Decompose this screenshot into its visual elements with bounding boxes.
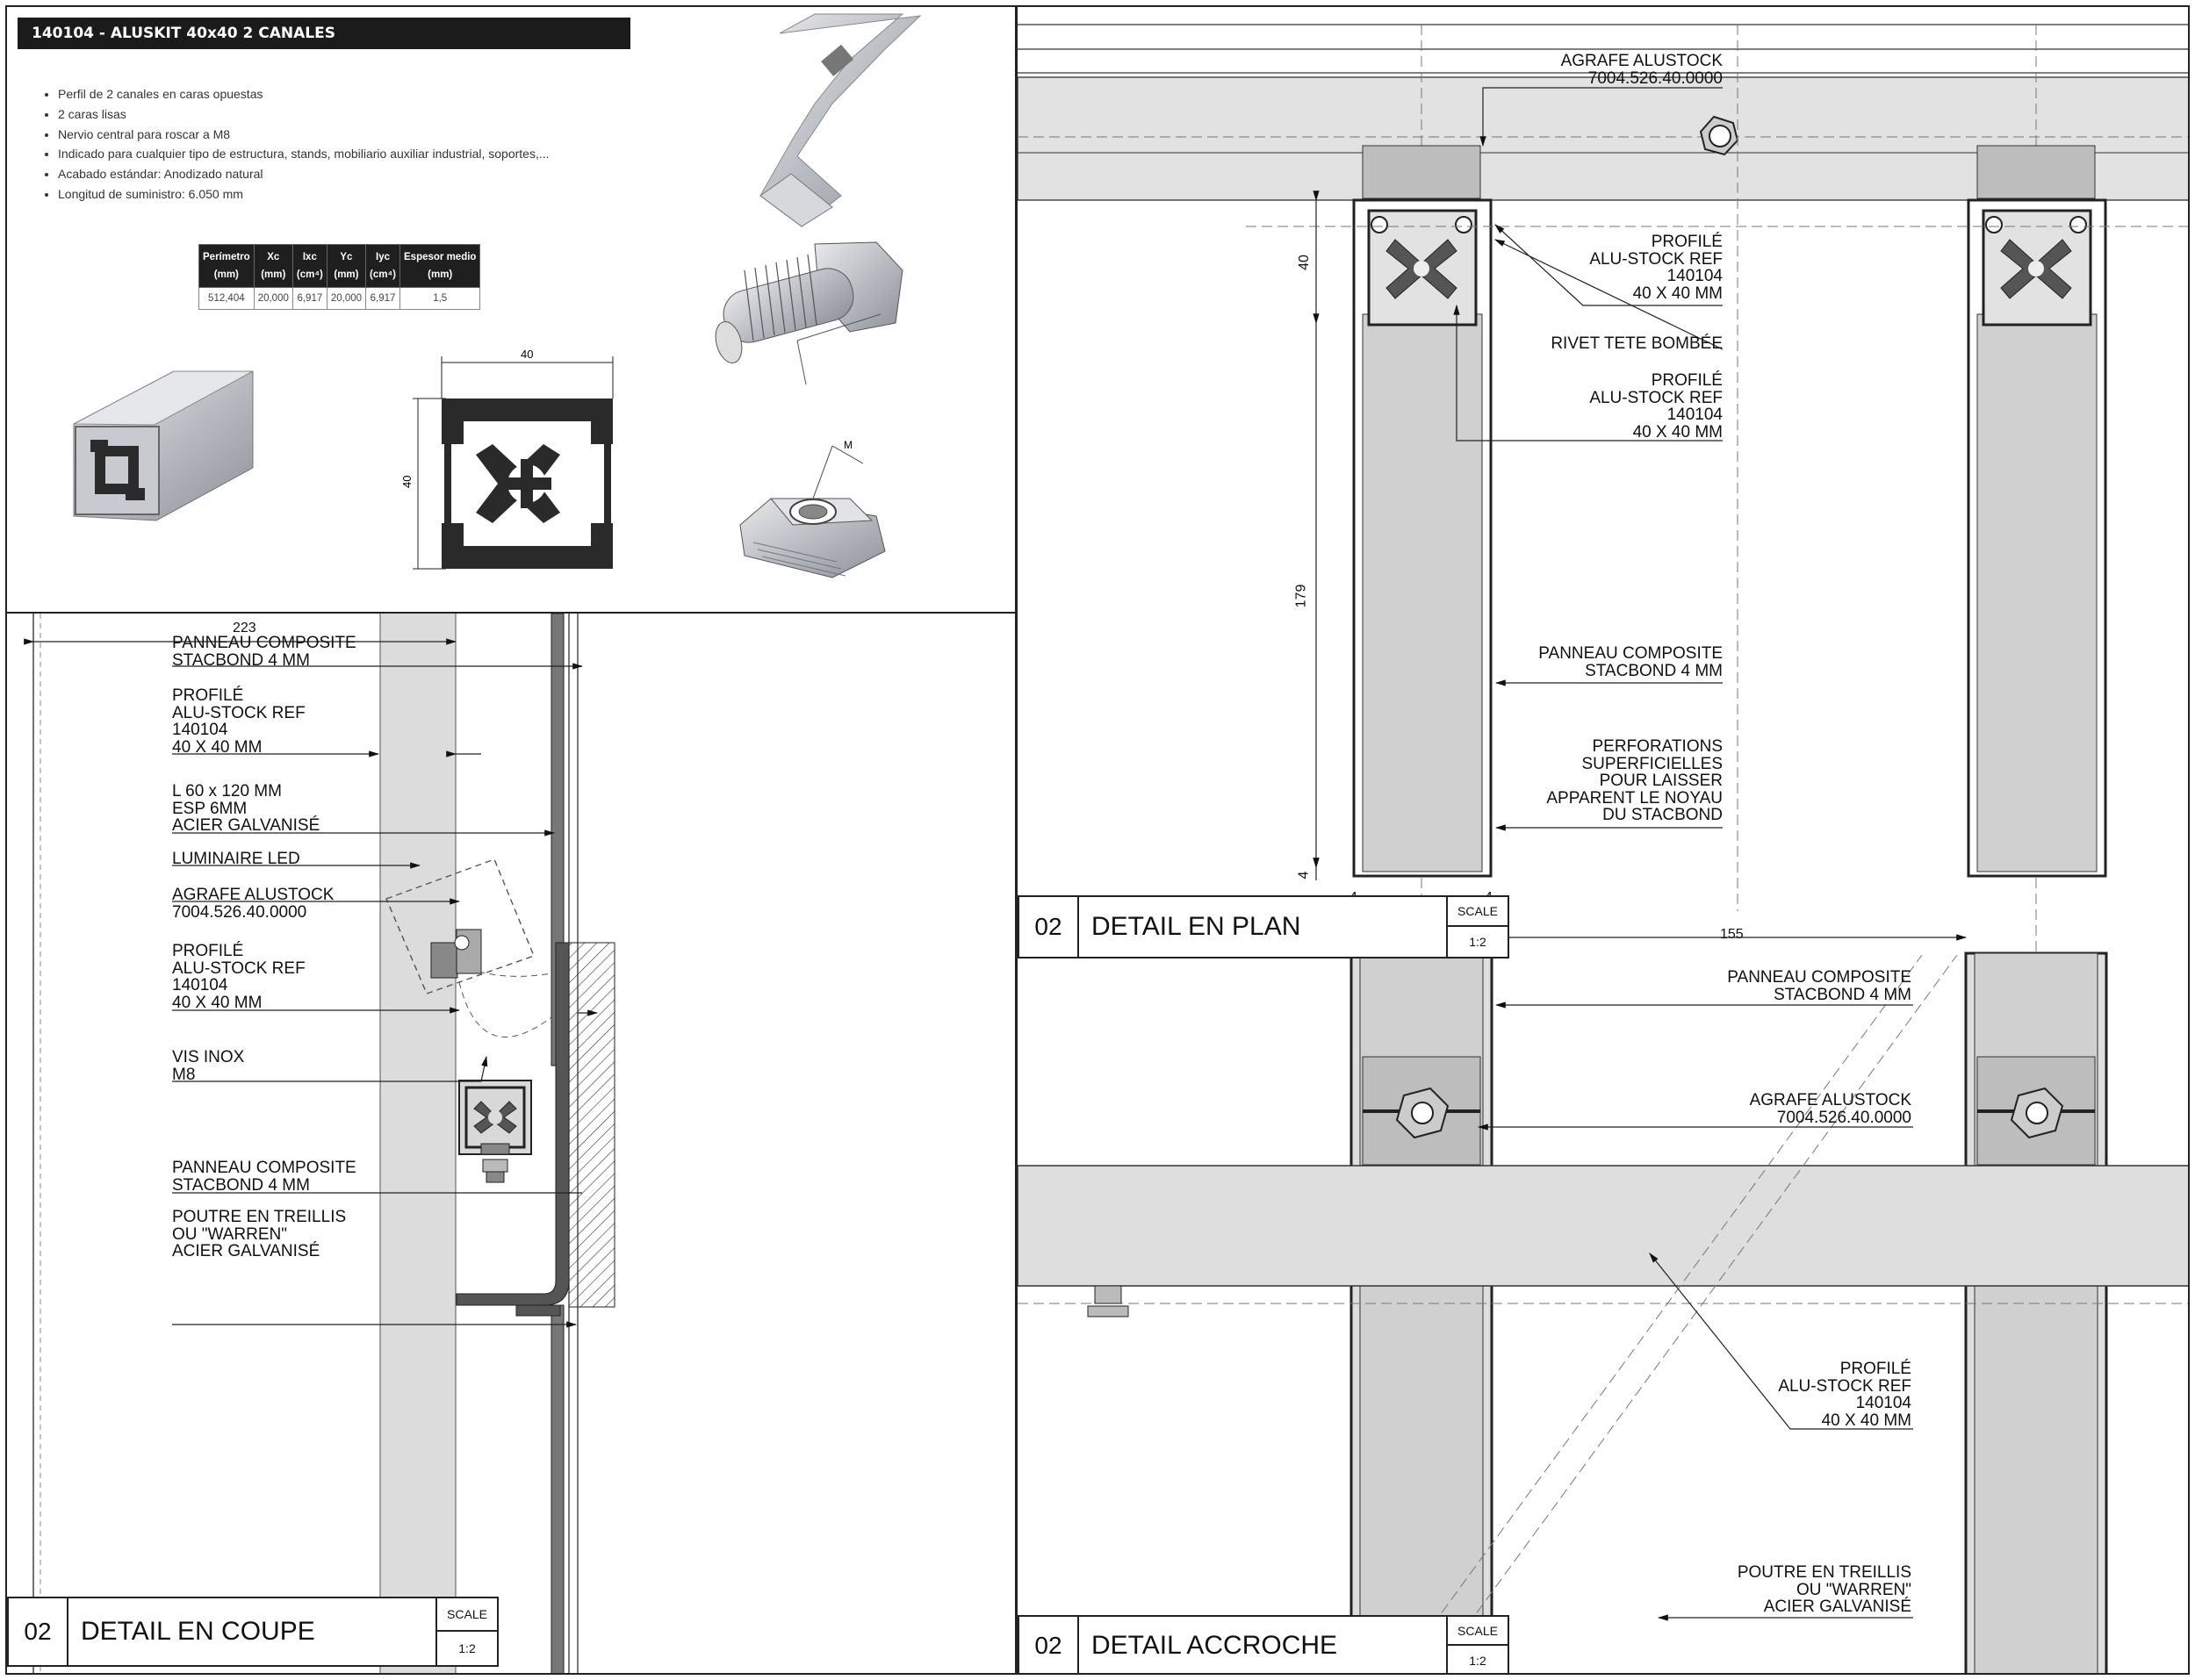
dim-4-vertical: 4 — [1296, 871, 1312, 879]
table-cell: 1,5 — [400, 288, 480, 310]
titleblock-number: 02 — [9, 1598, 68, 1665]
plan-note-agrafe: AGRAFE ALUSTOCK 7004.526.40.0000 — [1560, 52, 1723, 88]
table-cell: 20,000 — [327, 288, 365, 310]
note-angle: L 60 x 120 MM ESP 6MM ACIER GALVANISÉ — [172, 782, 320, 835]
t-bolt-render — [711, 242, 903, 384]
dim-223: 223 — [233, 621, 256, 635]
note-screw: VIS INOX M8 — [172, 1048, 245, 1084]
titleblock-number: 02 — [1019, 897, 1079, 957]
profile-section-drawing — [400, 348, 613, 569]
col-header: Ixc (cm⁴) — [292, 245, 327, 288]
hang-note-agrafe: AGRAFE ALUSTOCK 7004.526.40.0000 — [1749, 1091, 1911, 1127]
plan-note-profile-a: PROFILÉ ALU-STOCK REF 140104 40 X 40 MM — [1589, 233, 1723, 303]
section-drawing — [7, 614, 1017, 1675]
titleblock-title: DETAIL EN COUPE — [81, 1617, 315, 1646]
datasheet-illustrations — [7, 7, 1017, 614]
titleblock-hanging — [1018, 1615, 1509, 1675]
section-detail-panel — [5, 612, 1017, 1675]
hang-note-truss: POUTRE EN TREILLIS OU "WARREN" ACIER GALVANISÉ — [1737, 1563, 1911, 1616]
col-header: Perímetro (mm) — [199, 245, 255, 288]
note-truss: POUTRE EN TREILLIS OU "WARREN" ACIER GALVANISÉ — [172, 1208, 347, 1260]
note-agrafe: AGRAFE ALUSTOCK 7004.526.40.0000 — [172, 886, 335, 922]
titleblock-scale: SCALE 1:2 — [1446, 897, 1508, 957]
profile-extrusion-render — [74, 371, 253, 521]
plan-detail-panel — [1016, 5, 2190, 1675]
col-header: Yc (mm) — [327, 245, 365, 288]
dim-179: 179 — [1293, 584, 1309, 608]
datasheet-panel — [5, 5, 1017, 614]
dim-40-vertical: 40 — [1296, 255, 1312, 270]
titleblock-scale: SCALE 1:2 — [435, 1598, 497, 1665]
titleblock-section — [7, 1597, 499, 1667]
t-nut-render — [740, 439, 885, 578]
plan-note-perforations: PERFORATIONS SUPERFICIELLES POUR LAISSER APPARENT LE NOYAU DU STACBOND — [1546, 737, 1723, 824]
profile-height-dim: 40 — [400, 475, 414, 488]
feature-item: • Acabado estándar: Anodizado natural — [58, 164, 550, 184]
dim-155: 155 — [1720, 927, 1744, 942]
note-profile-top: PROFILÉ ALU-STOCK REF 140104 40 X 40 MM — [172, 686, 306, 757]
titleblock-plan — [1018, 895, 1509, 958]
profile-bar-render — [760, 14, 920, 226]
col-header: Xc (mm) — [254, 245, 292, 288]
feature-item: • Indicado para cualquier tipo de estructura, stands, mobiliario auxiliar industrial, soportes,... — [58, 144, 550, 164]
note-profile-bottom: PROFILÉ ALU-STOCK REF 140104 40 X 40 MM — [172, 942, 306, 1012]
titleblock-title: DETAIL ACCROCHE — [1091, 1631, 1338, 1660]
titleblock-scale: SCALE 1:2 — [1446, 1617, 1508, 1675]
feature-item: • Longitud de suministro: 6.050 mm — [58, 184, 550, 205]
col-header: Espesor medio (mm) — [400, 245, 480, 288]
note-panel-bottom: PANNEAU COMPOSITE STACBOND 4 MM — [172, 1159, 356, 1195]
feature-item: • Nervio central para roscar a M8 — [58, 125, 550, 145]
titleblock-number: 02 — [1019, 1617, 1079, 1675]
col-header: Iyc (cm⁴) — [366, 245, 400, 288]
profile-width-dim: 40 — [521, 348, 534, 361]
titleblock-title: DETAIL EN PLAN — [1091, 912, 1301, 941]
table-cell: 512,404 — [199, 288, 255, 310]
note-luminaire: LUMINAIRE LED — [172, 850, 300, 868]
plan-note-profile-b: PROFILÉ ALU-STOCK REF 140104 40 X 40 MM — [1589, 371, 1723, 442]
plan-note-panel: PANNEAU COMPOSITE STACBOND 4 MM — [1538, 644, 1723, 680]
table-cell: 6,917 — [366, 288, 400, 310]
feature-item: • 2 caras lisas — [58, 104, 550, 125]
datasheet-title: 140104 - ALUSKIT 40x40 2 CANALES — [18, 18, 630, 49]
hang-note-panel: PANNEAU COMPOSITE STACBOND 4 MM — [1727, 968, 1911, 1004]
feature-item: • Perfil de 2 canales en caras opuestas — [58, 84, 550, 104]
table-cell: 6,917 — [292, 288, 327, 310]
hang-note-profile: PROFILÉ ALU-STOCK REF 140104 40 X 40 MM — [1778, 1360, 1911, 1430]
plan-note-rivet: RIVET TETE BOMBÉE — [1551, 334, 1723, 353]
note-panel-top: PANNEAU COMPOSITE STACBOND 4 MM — [172, 634, 356, 670]
nut-label: M — [844, 439, 853, 451]
table-cell: 20,000 — [254, 288, 292, 310]
